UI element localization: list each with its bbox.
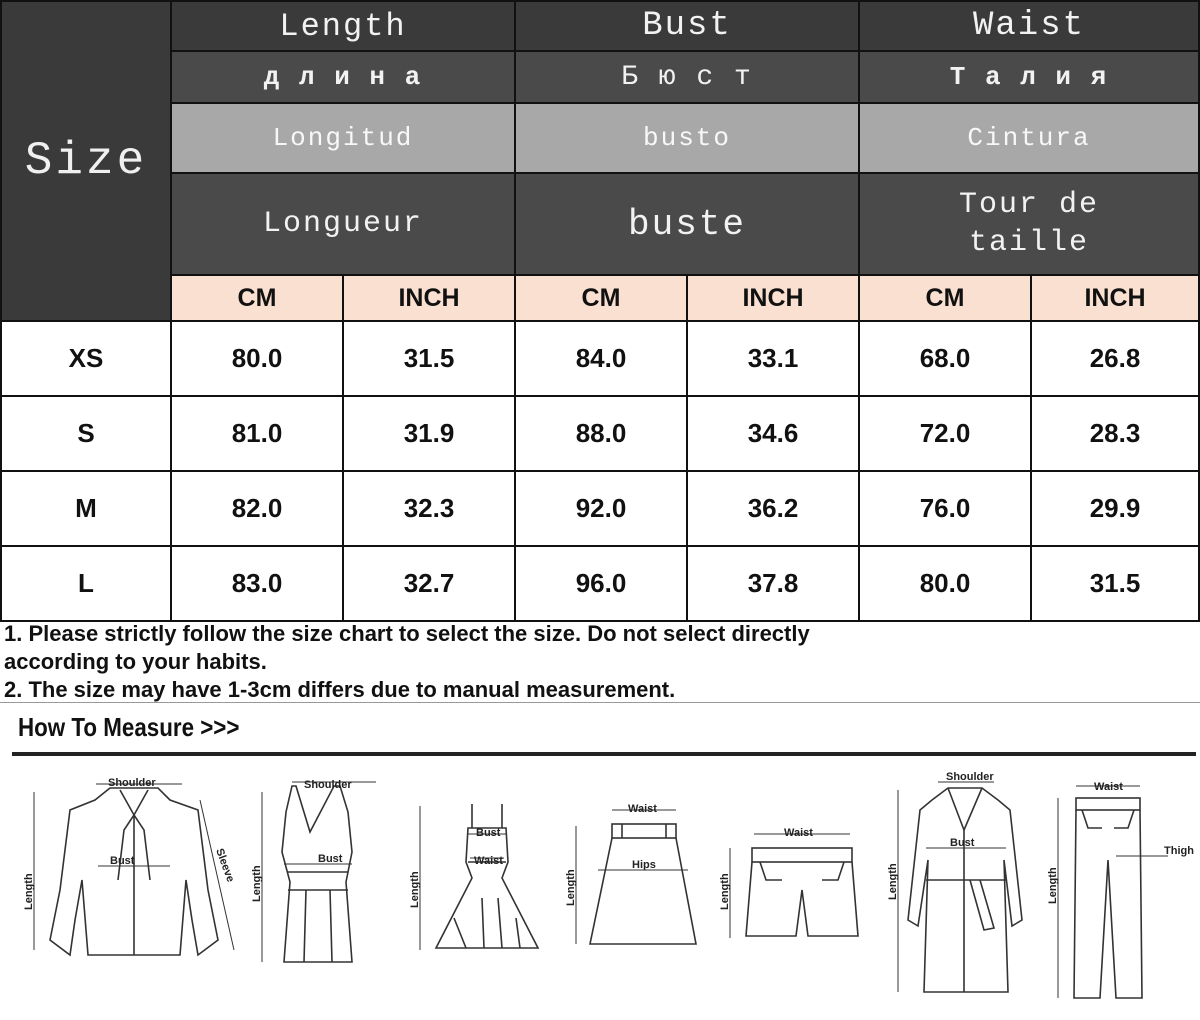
- size-value-cell: 32.7: [344, 547, 516, 622]
- size-row-label: XS: [0, 322, 172, 397]
- length-header-fr: Longueur: [172, 174, 516, 276]
- pants-waist-label: Waist: [1094, 781, 1123, 793]
- how-to-measure-rule: [12, 752, 1196, 756]
- note-line-2: according to your habits.: [4, 649, 267, 674]
- unit-cm-bust: CM: [516, 276, 688, 322]
- size-value-cell: 80.0: [860, 547, 1032, 622]
- dress-length-label: Length: [409, 871, 421, 908]
- size-value-cell: 81.0: [172, 397, 344, 472]
- size-notes: [4, 620, 1194, 704]
- unit-inch-bust: INCH: [688, 276, 860, 322]
- unit-inch-waist: INCH: [1032, 276, 1200, 322]
- size-value-cell: 76.0: [860, 472, 1032, 547]
- dress-bust-label: Bust: [476, 827, 501, 839]
- notes-bottom-rule: [0, 702, 1200, 703]
- size-row-label: M: [0, 472, 172, 547]
- size-value-cell: 31.5: [1032, 547, 1200, 622]
- size-value-cell: 72.0: [860, 397, 1032, 472]
- size-value-cell: 33.1: [688, 322, 860, 397]
- blouse-shoulder-label: Shoulder: [108, 777, 156, 789]
- size-value-cell: 28.3: [1032, 397, 1200, 472]
- waist-header-ru: Т а л и я: [860, 52, 1200, 104]
- note-line-3: 2. The size may have 1-3cm differs due to manual measurement.: [4, 677, 676, 702]
- blouse-sleeve-label: Sleeve: [213, 846, 237, 884]
- dress-waist-label: Waist: [474, 855, 503, 867]
- size-value-cell: 31.9: [344, 397, 516, 472]
- size-value-cell: 29.9: [1032, 472, 1200, 547]
- size-row-label: S: [0, 397, 172, 472]
- skirt-waist-label: Waist: [628, 803, 657, 815]
- blouse-length-label: Length: [23, 873, 35, 910]
- length-header-en: Length: [172, 0, 516, 52]
- size-value-cell: 34.6: [688, 397, 860, 472]
- size-value-cell: 83.0: [172, 547, 344, 622]
- size-value-cell: 82.0: [172, 472, 344, 547]
- blouse-bust-label: Bust: [110, 855, 135, 867]
- waist-header-fr-line2: taille: [968, 226, 1090, 260]
- tank-length-label: Length: [251, 865, 263, 902]
- pants-thigh-label: Thigh: [1164, 845, 1194, 857]
- bust-header-ru: Б ю с т: [516, 52, 860, 104]
- tank-bust-label: Bust: [318, 853, 343, 865]
- dress-diagram: [406, 798, 556, 968]
- tank-top-diagram: [248, 772, 398, 972]
- waist-header-fr-line1: Tour de: [958, 188, 1100, 222]
- coat-length-label: Length: [887, 863, 899, 900]
- size-value-cell: 68.0: [860, 322, 1032, 397]
- coat-shoulder-label: Shoulder: [946, 771, 994, 783]
- length-header-ru: д л и н а: [172, 52, 516, 104]
- tank-shoulder-label: Shoulder: [304, 779, 352, 791]
- shorts-length-label: Length: [719, 873, 731, 910]
- waist-header-en: Waist: [860, 0, 1200, 52]
- unit-cm-waist: CM: [860, 276, 1032, 322]
- size-value-cell: 26.8: [1032, 322, 1200, 397]
- skirt-hips-label: Hips: [632, 859, 656, 871]
- size-row-label: L: [0, 547, 172, 622]
- bust-header-en: Bust: [516, 0, 860, 52]
- skirt-diagram: [562, 796, 712, 956]
- bust-header-fr: buste: [516, 174, 860, 276]
- length-header-es: Longitud: [172, 104, 516, 174]
- skirt-length-label: Length: [565, 869, 577, 906]
- size-value-cell: 96.0: [516, 547, 688, 622]
- blouse-diagram: [20, 770, 250, 980]
- size-value-cell: 80.0: [172, 322, 344, 397]
- coat-diagram: [884, 770, 1034, 1000]
- size-header: Size: [0, 0, 172, 322]
- size-value-cell: 84.0: [516, 322, 688, 397]
- note-line-1: 1. Please strictly follow the size chart to select the size. Do not select directly: [4, 621, 810, 646]
- coat-bust-label: Bust: [950, 837, 975, 849]
- unit-inch-length: INCH: [344, 276, 516, 322]
- size-value-cell: 92.0: [516, 472, 688, 547]
- waist-header-fr: [860, 174, 1200, 276]
- how-to-measure-title: How To Measure >>>: [18, 712, 240, 742]
- size-value-cell: 37.8: [688, 547, 860, 622]
- bust-header-es: busto: [516, 104, 860, 174]
- size-value-cell: 31.5: [344, 322, 516, 397]
- unit-cm-length: CM: [172, 276, 344, 322]
- pants-diagram: [1044, 774, 1200, 1004]
- waist-header-es: Cintura: [860, 104, 1200, 174]
- size-value-cell: 36.2: [688, 472, 860, 547]
- size-value-cell: 32.3: [344, 472, 516, 547]
- shorts-waist-label: Waist: [784, 827, 813, 839]
- size-value-cell: 88.0: [516, 397, 688, 472]
- pants-length-label: Length: [1047, 867, 1059, 904]
- shorts-diagram: [716, 820, 866, 950]
